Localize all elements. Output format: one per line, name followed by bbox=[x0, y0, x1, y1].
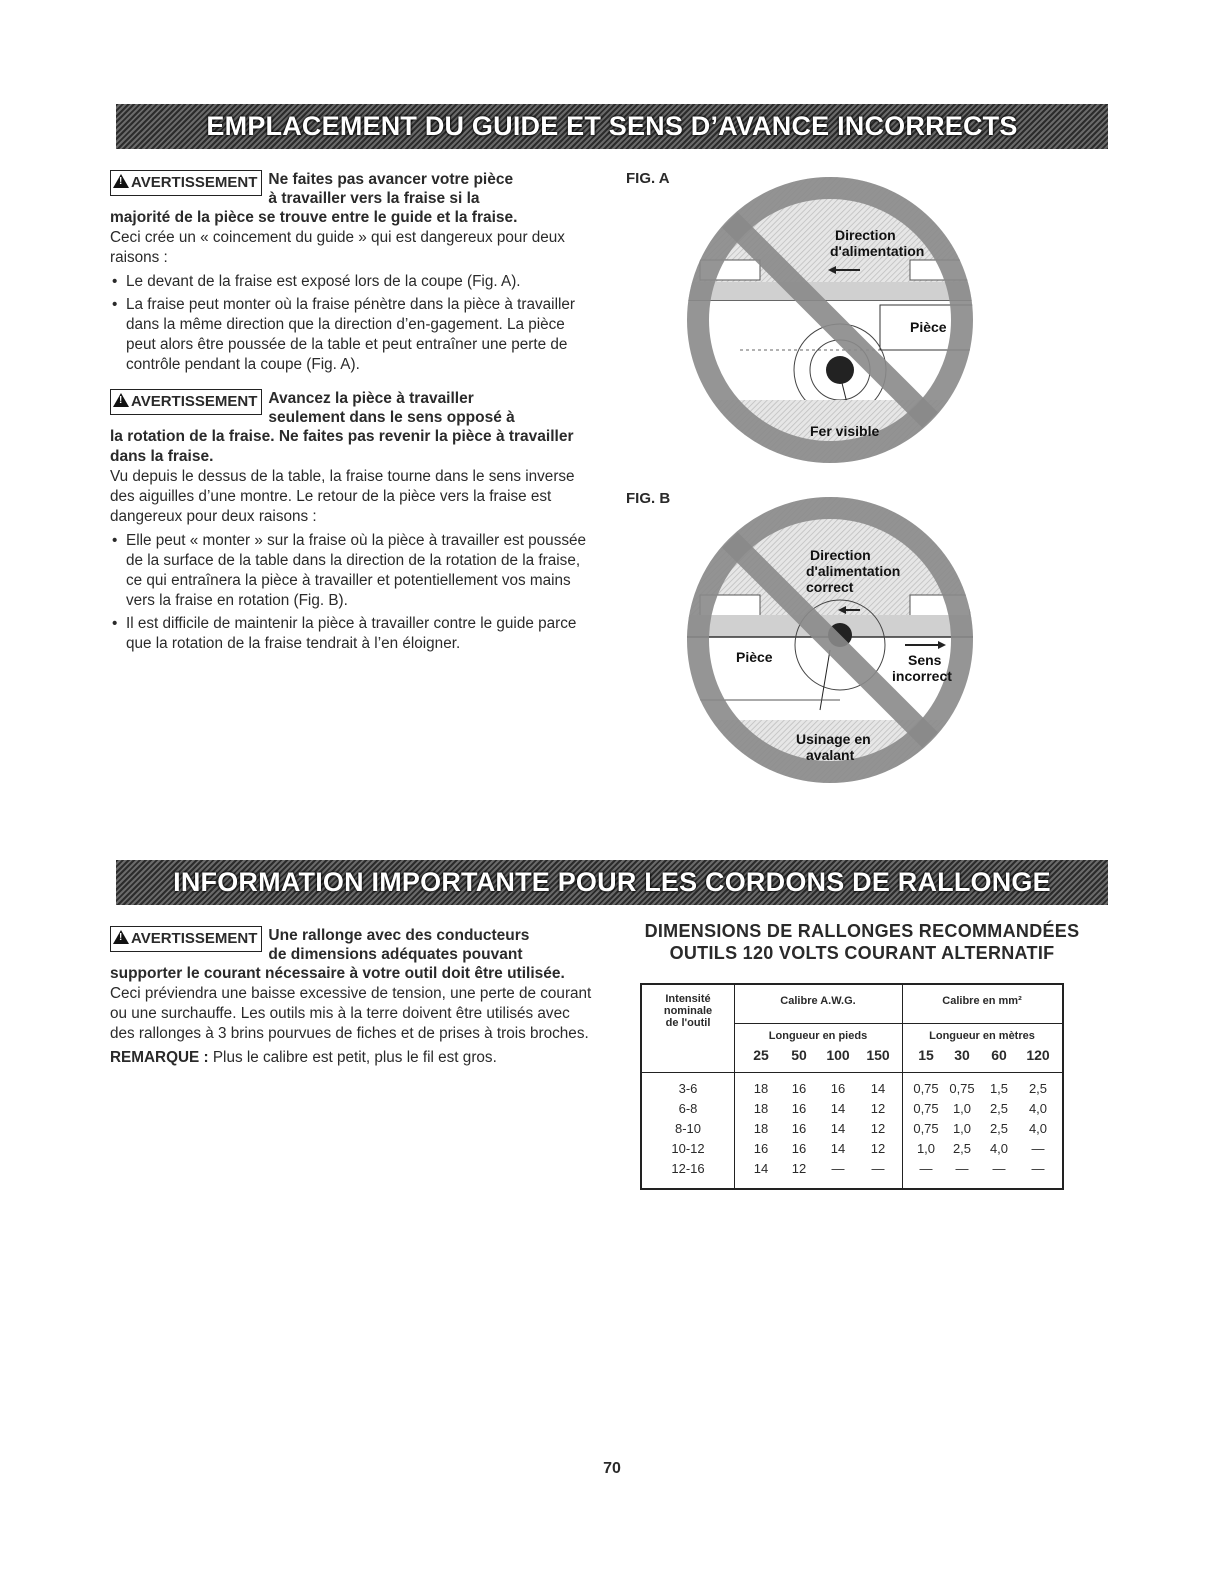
table-cell-mm: 4,0 bbox=[1028, 1101, 1048, 1116]
bullet-list bbox=[110, 531, 595, 654]
warning-block-2 bbox=[110, 389, 595, 654]
list-item: • La fraise peut monter où la fraise pénètre dans la pièce à travailler dans la même direction que la direction d’en-gagement. La pièce peut alors être poussée de la table et peut entraîner une perte de contrôle pendant la coupe (Fig. A). bbox=[110, 295, 595, 375]
meters-120: 120 bbox=[1026, 1047, 1050, 1063]
table-cell-awg: 18 bbox=[753, 1081, 769, 1096]
warning-heading-line: majorité de la pièce se trouve entre le guide et la fraise. bbox=[110, 209, 518, 226]
header-intensity bbox=[646, 993, 730, 1029]
guide-warning-column bbox=[110, 170, 595, 657]
table-cell-mm: 2,5 bbox=[989, 1101, 1009, 1116]
figure-label-avalant: avalant bbox=[806, 747, 855, 763]
warning-label: AVERTISSEMENT bbox=[131, 174, 258, 191]
warning-heading-line: Ne faites pas avancer votre pièce bbox=[268, 171, 514, 188]
table-cell-awg: 12 bbox=[791, 1161, 807, 1176]
banner-title: EMPLACEMENT DU GUIDE ET SENS D’AVANCE INCORRECTS bbox=[206, 111, 1018, 141]
list-item: • Le devant de la fraise est exposé lors de la coupe (Fig. A). bbox=[110, 272, 595, 292]
warning-heading-line: supporter le courant nécessaire à votre outil doit être utilisée. bbox=[110, 965, 565, 982]
header-mm: Calibre en mm² bbox=[942, 995, 1022, 1007]
figure-label-fer: Fer visible bbox=[810, 423, 880, 439]
table-cell-mm: 1,0 bbox=[952, 1101, 972, 1116]
cord-table-title-line: DIMENSIONS DE RALLONGES RECOMMANDÉES bbox=[644, 921, 1080, 941]
warning-triangle-icon bbox=[113, 174, 129, 188]
figure-b bbox=[680, 490, 980, 795]
section-banner-cords bbox=[116, 860, 1108, 905]
table-cell-intensity: 6-8 bbox=[678, 1101, 698, 1116]
table-cell-awg: 16 bbox=[791, 1121, 807, 1136]
figure-a-label: FIG. A bbox=[626, 170, 670, 187]
figure-label-alimentation: d'alimentation bbox=[806, 563, 901, 579]
warning-triangle-icon bbox=[113, 930, 129, 944]
table-cell-awg: 14 bbox=[830, 1121, 846, 1136]
table-cell-awg: 16 bbox=[830, 1081, 846, 1096]
table-cell-awg: 16 bbox=[791, 1081, 807, 1096]
feet-150: 150 bbox=[866, 1047, 890, 1063]
table-cell-mm: 1,0 bbox=[916, 1141, 936, 1156]
figure-label-direction: Direction bbox=[810, 547, 871, 563]
list-item: • Il est difficile de maintenir la pièce à travailler contre le guide parce que la rotation de la fraise tendrait à l’en éloigner. bbox=[110, 614, 595, 654]
remark-text: Plus le calibre est petit, plus le fil est gros. bbox=[212, 1049, 497, 1066]
page-number: 70 bbox=[603, 1460, 621, 1477]
table-cell-mm: 4,0 bbox=[989, 1141, 1009, 1156]
warning-heading-line: la rotation de la fraise. Ne faites pas revenir la pièce à travailler dans la fraise. bbox=[110, 428, 574, 465]
figure-a-illustration bbox=[680, 170, 980, 470]
warning-heading-line: à travailler vers la fraise si la bbox=[268, 190, 480, 207]
cord-table-title bbox=[612, 920, 1112, 964]
table-cell-mm: 0,75 bbox=[913, 1081, 939, 1096]
remark bbox=[110, 1048, 595, 1068]
warning-badge bbox=[110, 389, 262, 415]
table-cell-mm: 2,5 bbox=[1028, 1081, 1048, 1096]
table-cell-mm: — bbox=[1031, 1141, 1045, 1156]
warning-heading-line: seulement dans le sens opposé à bbox=[268, 409, 515, 426]
table-cell-mm: 2,5 bbox=[989, 1121, 1009, 1136]
table-cell-mm: 0,75 bbox=[913, 1121, 939, 1136]
figure-label-alimentation: d'alimentation bbox=[830, 243, 925, 259]
figure-label-correct: correct bbox=[806, 579, 854, 595]
table-cell-awg: 18 bbox=[753, 1101, 769, 1116]
cord-size-table bbox=[640, 983, 1064, 1190]
table-cell-mm: 0,75 bbox=[949, 1081, 975, 1096]
table-cell-mm: 4,0 bbox=[1028, 1121, 1048, 1136]
figure-label-piece: Pièce bbox=[910, 319, 947, 335]
cord-table-title-line: OUTILS 120 VOLTS COURANT ALTERNATIF bbox=[669, 943, 1055, 963]
figure-label-incorrect: incorrect bbox=[892, 668, 952, 684]
header-text: nominale bbox=[663, 1005, 713, 1017]
table-cell-awg: 14 bbox=[830, 1101, 846, 1116]
feet-100: 100 bbox=[826, 1047, 850, 1063]
table-cell-awg: 14 bbox=[830, 1141, 846, 1156]
figure-b-label: FIG. B bbox=[626, 490, 671, 507]
warning-label: AVERTISSEMENT bbox=[131, 393, 258, 410]
feet-25: 25 bbox=[753, 1047, 769, 1063]
cord-warning-column bbox=[110, 926, 595, 1068]
table-cell-awg: — bbox=[871, 1161, 885, 1176]
warning-triangle-icon bbox=[113, 393, 129, 407]
table-cell-mm: 1,0 bbox=[952, 1121, 972, 1136]
table-cell-mm: — bbox=[955, 1161, 969, 1176]
figure-a bbox=[680, 170, 980, 475]
banner-title: INFORMATION IMPORTANTE POUR LES CORDONS DE RALLONGE bbox=[173, 867, 1051, 897]
header-feet: Longueur en pieds bbox=[768, 1030, 868, 1042]
table-cell-awg: — bbox=[831, 1161, 845, 1176]
table-cell-awg: 14 bbox=[870, 1081, 886, 1096]
table-cell-awg: 16 bbox=[791, 1101, 807, 1116]
warning-badge bbox=[110, 926, 262, 952]
warning-text: Vu depuis le dessus de la table, la fraise tourne dans le sens inverse des aiguilles d’une montre. Le retour de la pièce vers la fraise est dangereux pour deux raisons : bbox=[110, 468, 575, 525]
warning-heading-line: de dimensions adéquates pouvant bbox=[268, 946, 523, 963]
figure-label-direction: Direction bbox=[835, 227, 896, 243]
table-cell-awg: 16 bbox=[791, 1141, 807, 1156]
warning-label: AVERTISSEMENT bbox=[131, 930, 258, 947]
meters-15: 15 bbox=[918, 1047, 934, 1063]
header-awg: Calibre A.W.G. bbox=[780, 995, 856, 1007]
figure-label-sens: Sens bbox=[908, 652, 942, 668]
warning-badge bbox=[110, 170, 262, 196]
table-cell-intensity: 12-16 bbox=[671, 1161, 705, 1176]
meters-60: 60 bbox=[991, 1047, 1007, 1063]
section-banner-guide bbox=[116, 104, 1108, 149]
table-cell-awg: 16 bbox=[753, 1141, 769, 1156]
warning-text: Ceci préviendra une baisse excessive de tension, une perte de courant ou une surchauffe. Les outils mis à la terre doivent être utilisés avec des rallonges à 3 brins pourvues de fiches et de prises à trois broches. bbox=[110, 985, 592, 1042]
table-cell-mm: 2,5 bbox=[952, 1141, 972, 1156]
figure-label-usinage: Usinage en bbox=[796, 731, 871, 747]
bullet-list bbox=[110, 272, 595, 375]
table-cell-awg: 12 bbox=[870, 1141, 886, 1156]
figure-b-illustration bbox=[680, 490, 980, 790]
header-meters: Longueur en mètres bbox=[929, 1030, 1035, 1042]
table-cell-awg: 12 bbox=[870, 1101, 886, 1116]
table-cell-mm: — bbox=[992, 1161, 1006, 1176]
figure-label-piece: Pièce bbox=[736, 649, 773, 665]
table-cell-mm: 0,75 bbox=[913, 1101, 939, 1116]
list-item: • Elle peut « monter » sur la fraise où la pièce à travailler est poussée de la surface de la table dans la direction de la rotation de la fraise, ce qui entraînera la pièce à travailler et potentiellement vos mains vers la fraise en rotation (Fig. B). bbox=[110, 531, 595, 611]
table-cell-mm: 1,5 bbox=[989, 1081, 1009, 1096]
table-cell-intensity: 10-12 bbox=[671, 1141, 705, 1156]
header-text: Intensité bbox=[665, 993, 711, 1005]
warning-block-1 bbox=[110, 170, 595, 375]
warning-heading-line: Une rallonge avec des conducteurs bbox=[268, 927, 530, 944]
feet-50: 50 bbox=[791, 1047, 807, 1063]
table-cell-intensity: 8-10 bbox=[674, 1121, 702, 1136]
warning-heading-line: Avancez la pièce à travailler bbox=[268, 390, 474, 407]
table-cell-awg: 14 bbox=[753, 1161, 769, 1176]
table-cell-intensity: 3-6 bbox=[678, 1081, 698, 1096]
header-text: de l'outil bbox=[665, 1017, 711, 1029]
table-cell-mm: — bbox=[1031, 1161, 1045, 1176]
meters-30: 30 bbox=[954, 1047, 970, 1063]
table-cell-mm: — bbox=[919, 1161, 933, 1176]
table-cell-awg: 18 bbox=[753, 1121, 769, 1136]
remark-label: REMARQUE : bbox=[110, 1049, 209, 1066]
table-cell-awg: 12 bbox=[870, 1121, 886, 1136]
warning-text: Ceci crée un « coincement du guide » qui est dangereux pour deux raisons : bbox=[110, 229, 565, 266]
